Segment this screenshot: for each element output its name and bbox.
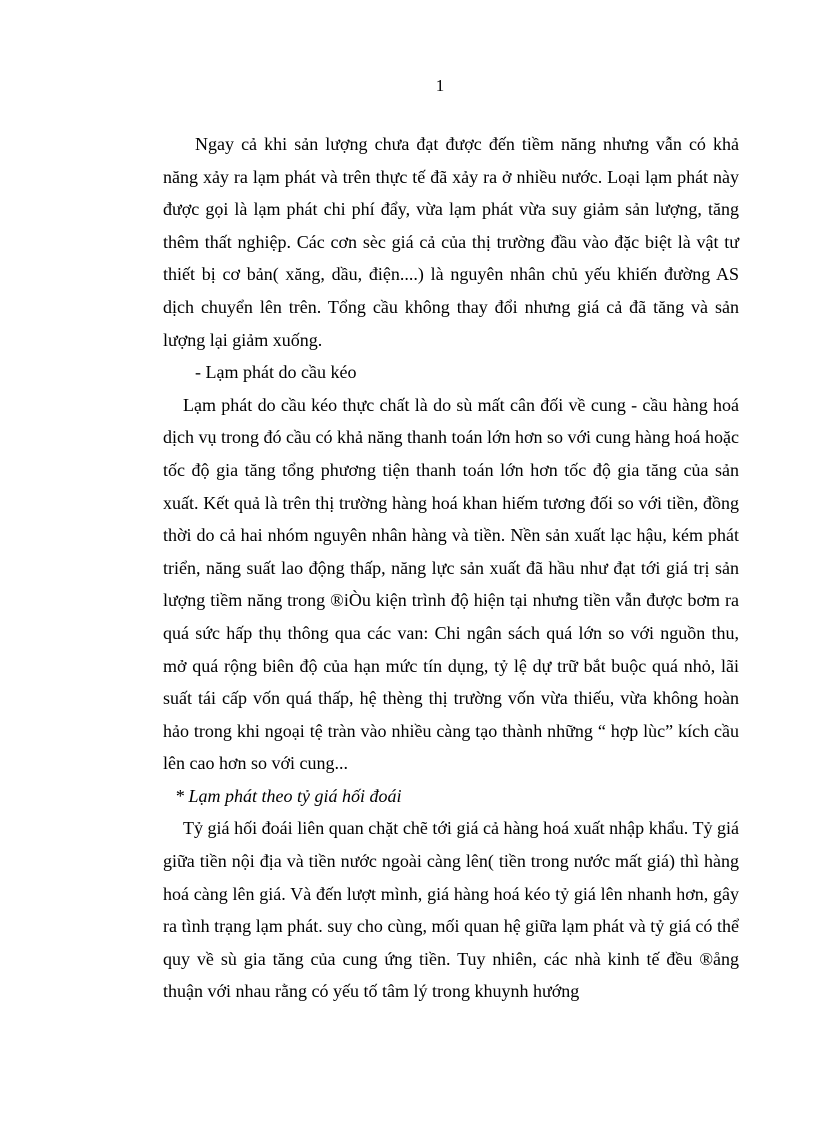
paragraph-demand-pull: Lạm phát do cầu kéo thực chất là do sù mất cân đối về cung - cầu hàng hoá dịch vụ trong đó cầu có khả năng thanh toán lớn hơn so với cung hàng hoá hoặc tốc độ gia tăng tổng phương tiện thanh toán lớn hơn tốc độ gia tăng của sản xuất. Kết quả là trên thị trường hàng hoá khan hiếm tương đối so với tiền, đồng thời do cả hai nhóm nguyên nhân hàng và tiền. Nền sản xuất lạc hậu, kém phát triển, năng suất lao động thấp, năng lực sản xuất đã hầu như đạt tới giá trị sản lượng tiềm năng trong ®iÒu kiện trình độ hiện tại nhưng tiền vẫn được bơm ra quá sức hấp thụ thông qua các van: Chi ngân sách quá lớn so với nguồn thu, mở quá rộng biên độ của hạn mức tín dụng, tỷ lệ dự trữ bắt buộc quá nhỏ, lãi suất tái cấp vốn quá thấp, hệ thèng thị trường vốn vừa thiếu, vừa không hoàn hảo trong khi ngoại tệ tràn vào nhiều càng tạo thành những “ hợp lùc” kích cầu lên cao hơn so với cung... xyxy=(163,394,739,774)
body-text xyxy=(163,128,739,1008)
paragraph-cost-push: Ngay cả khi sản lượng chưa đạt được đến tiềm năng nhưng vẫn có khả năng xảy ra lạm phát và trên thực tế đã xảy ra ở nhiều nước. Loại lạm phát này được gọi là lạm phát chi phí đẩy, vừa lạm phát vừa suy giảm sản lượng, tăng thêm thất nghiệp. Các cơn sèc giá cả của thị trường đầu vào đặc biệt là vật tư thiết bị cơ bản( xăng, dầu, điện....) là nguyên nhân chủ yếu khiến đường AS dịch chuyển lên trên. Tổng cầu không thay đổi nhưng giá cả đã tăng và sản lượng lại giảm xuống. xyxy=(163,134,739,350)
subheading-exchange-rate: * Lạm phát theo tỷ giá hối đoái xyxy=(175,785,402,806)
page-number: 1 xyxy=(435,76,445,95)
subheading-demand-pull: - Lạm phát do cầu kéo xyxy=(195,362,357,383)
paragraph-exchange-rate: Tỷ giá hối đoái liên quan chặt chẽ tới giá cả hàng hoá xuất nhập khẩu. Tỷ giá giữa tiền nội địa và tiền nước ngoài càng lên( tiền trong nước mất giá) thì hàng hoá càng lên giá. Và đến lượt mình, giá hàng hoá kéo tỷ giá lên nhanh hơn, gây ra tình trạng lạm phát. suy cho cùng, mối quan hệ giữa lạm phát và tỷ giá có thể quy về sù gia tăng của cung ứng tiền. Tuy nhiên, các nhà kinh tế đều ®ång thuận với nhau rằng có yếu tố tâm lý trong khuynh hướng xyxy=(163,818,739,1002)
